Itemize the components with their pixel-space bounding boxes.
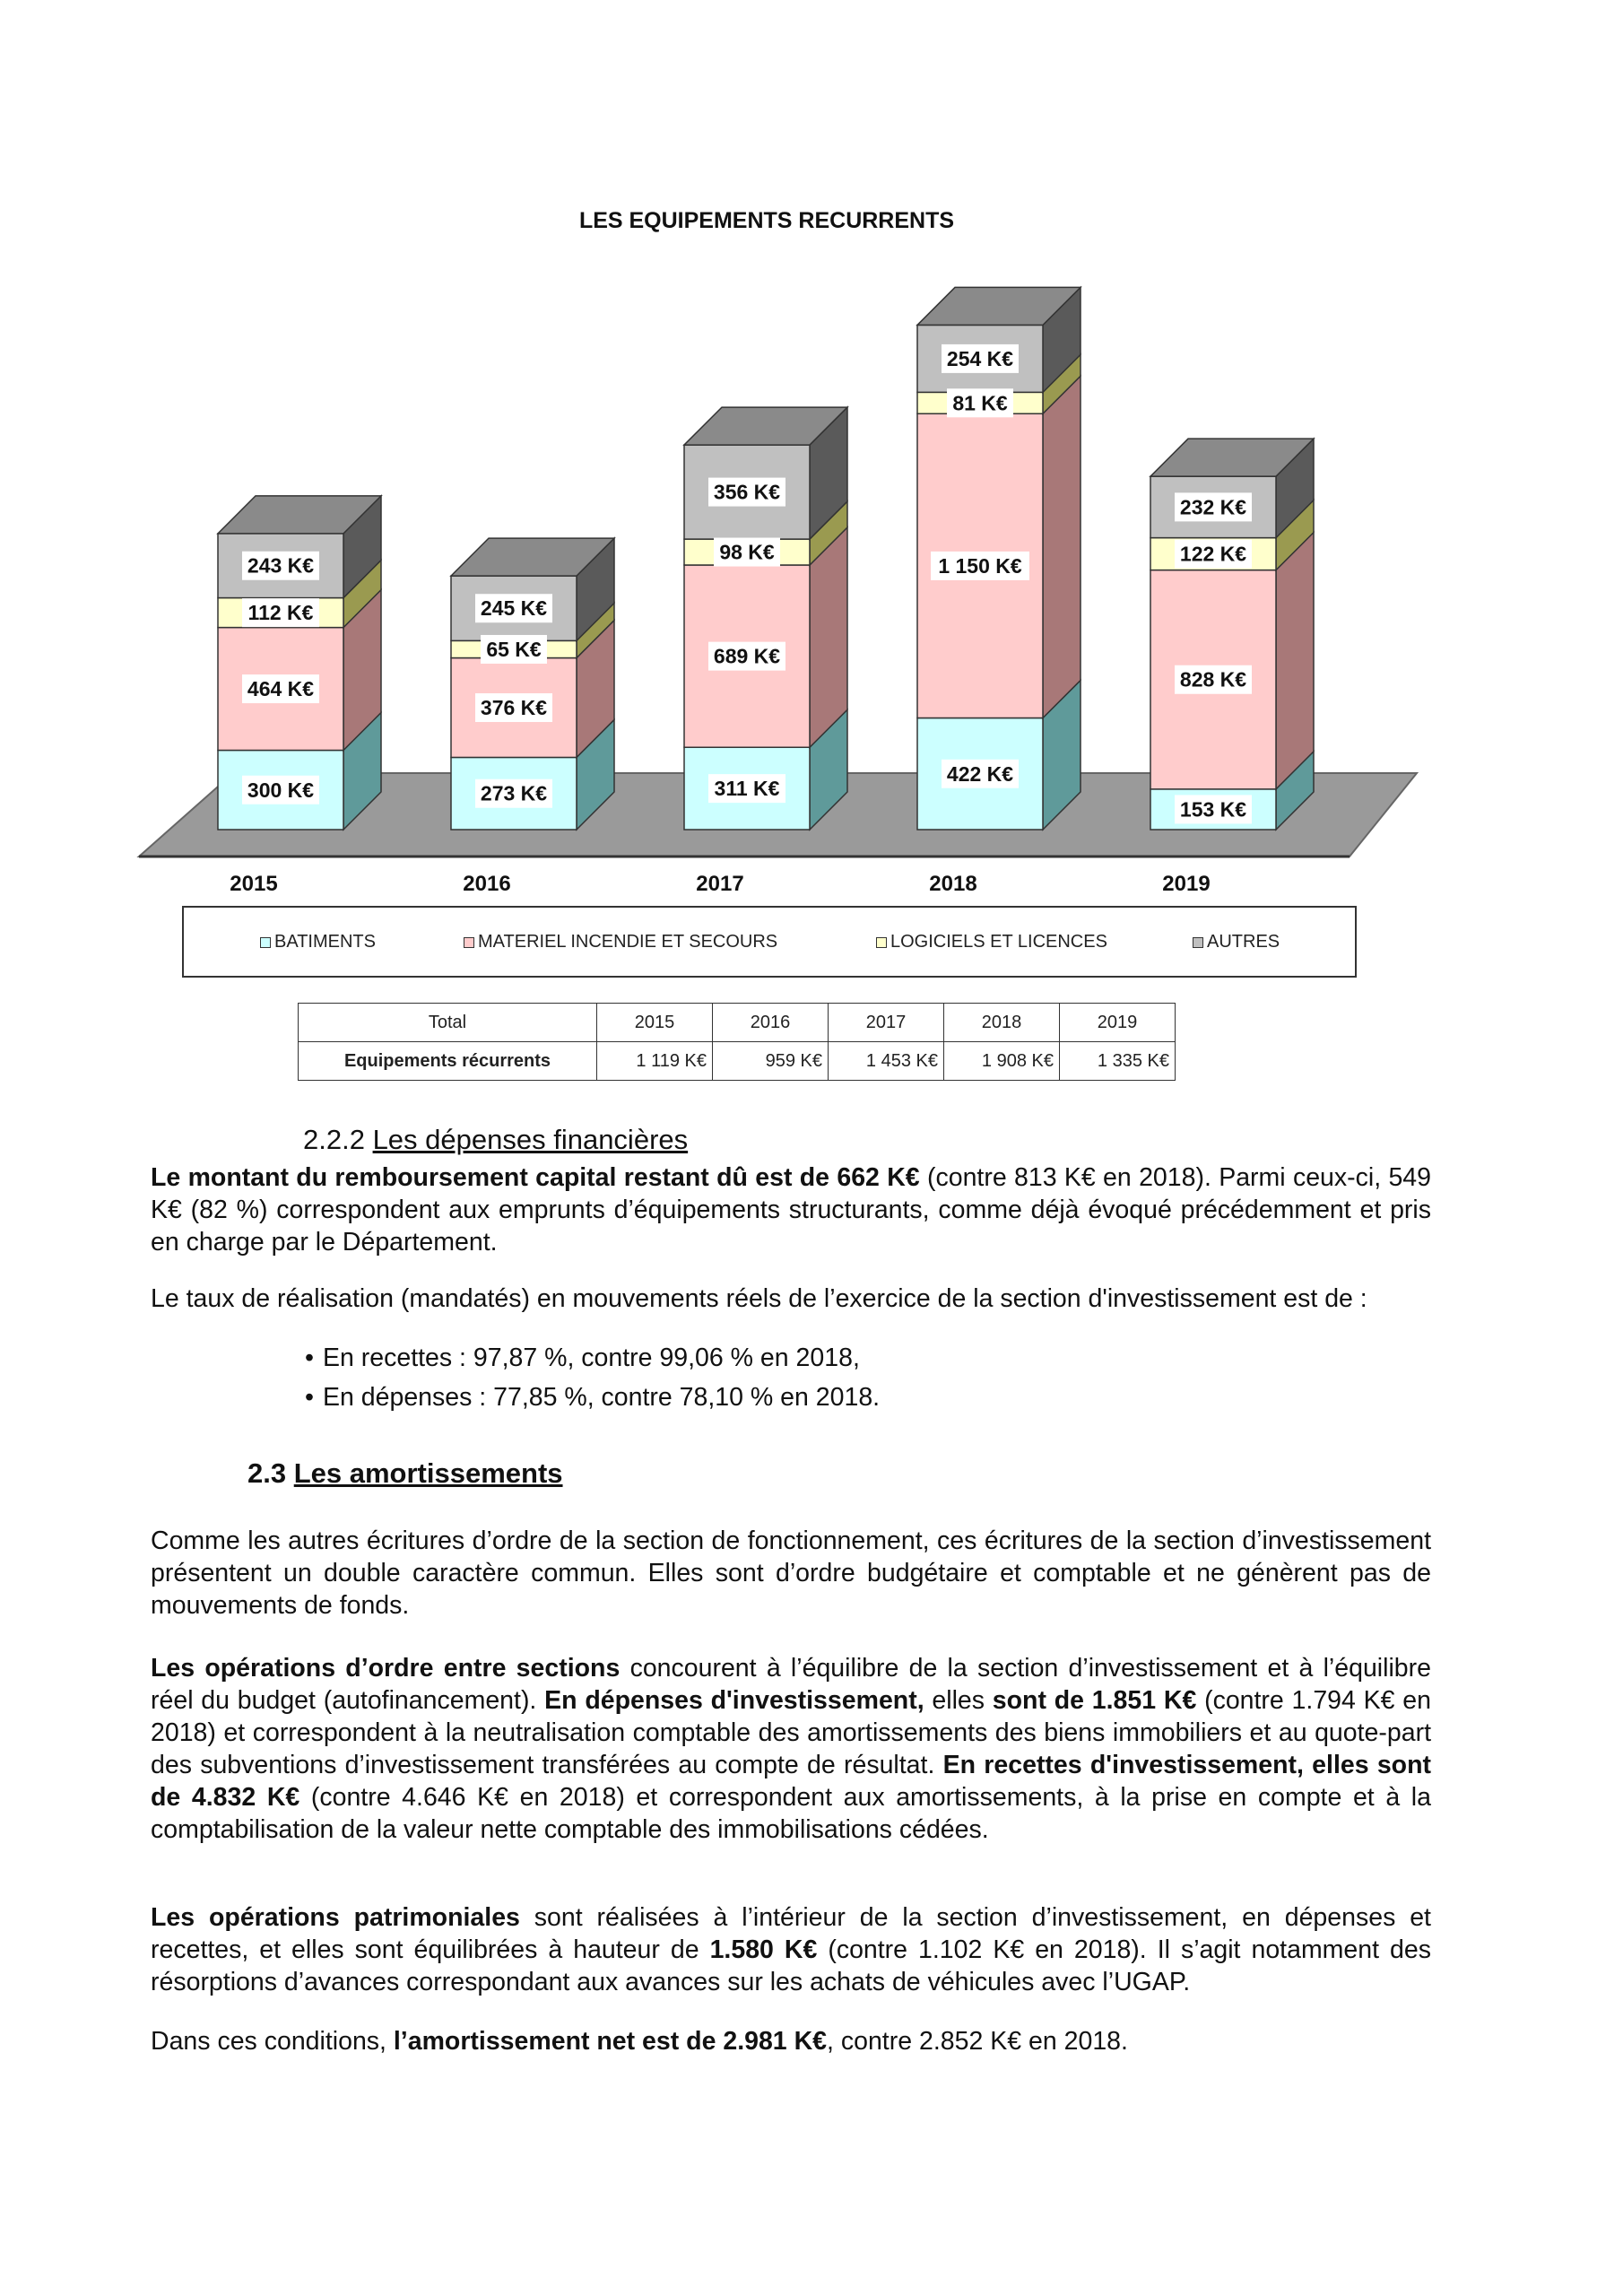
section-title: Les dépenses financières <box>372 1124 689 1155</box>
data-label: 112 K€ <box>247 601 314 625</box>
legend-label: AUTRES <box>1207 932 1280 952</box>
bar-side <box>1043 376 1081 718</box>
table-row-label: Equipements récurrents <box>299 1042 597 1081</box>
list-item: • En recettes : 97,87 %, contre 99,06 % en 2018, <box>305 1344 880 1383</box>
text-span: (contre 813 K€ en 2018). Parmi ceux-ci, 549 K€ (82 %) correspondent aux emprunts d’équipements structurants, comme déjà évoqué précédemment et pris en charge par le Département. <box>151 1163 1432 1257</box>
bars-group <box>218 287 1314 830</box>
text-span: (contre 4.646 K€ en 2018) et correspondent aux amortissements, à la prise en compte et à la comptabilisation de la valeur nette comptable des immobilisations cédées. <box>151 1783 1431 1844</box>
table-year: 2019 <box>1060 1004 1176 1042</box>
data-label: 422 K€ <box>946 761 1014 786</box>
section-222-heading <box>303 1124 688 1156</box>
table-cell: 1 453 K€ <box>829 1042 944 1081</box>
section-number: 2.2.2 <box>303 1124 373 1155</box>
text-span: (contre 1.794 K€ en 2018) et correspondent à la neutralisation comptable des amortissements des biens immobiliers et au quote-part des subventions d’investissement transférées au compte de résultat. <box>151 1686 1431 1779</box>
data-label: 311 K€ <box>714 777 780 801</box>
table-row <box>299 1042 1176 1081</box>
table-header-row <box>299 1004 1176 1042</box>
bar-side <box>1276 533 1314 789</box>
data-label: 81 K€ <box>952 391 1008 415</box>
x-tick-label: 2019 <box>1162 872 1211 896</box>
paragraph <box>151 1161 1431 1258</box>
table-cell: 1 335 K€ <box>1060 1042 1176 1081</box>
legend-swatch <box>876 937 887 948</box>
bold-text: Les opérations d’ordre entre sections <box>151 1654 621 1683</box>
data-label: 828 K€ <box>1179 667 1247 691</box>
data-label: 356 K€ <box>713 480 781 504</box>
chart-title: LES EQUIPEMENTS RECURRENTS <box>578 208 955 233</box>
x-tick-label: 2018 <box>929 872 977 896</box>
data-label: 254 K€ <box>946 346 1014 370</box>
data-label: 245 K€ <box>480 596 548 621</box>
table-cell: 959 K€ <box>713 1042 829 1081</box>
chart-legend <box>182 906 1357 978</box>
x-tick-label: 2017 <box>696 872 744 896</box>
data-label: 376 K€ <box>480 696 548 720</box>
bold-text: l’amortissement net est de 2.981 K€ <box>393 2027 828 2056</box>
legend-item-logiciels <box>876 932 1107 952</box>
paragraph <box>151 1652 1431 1846</box>
text-span: sont réalisées à l’intérieur de la section d’investissement, en dépenses et recettes, et elles sont équilibrées à hauteur de <box>151 1903 1431 1964</box>
section-23-heading <box>247 1457 563 1490</box>
table-year: 2016 <box>713 1004 829 1042</box>
text-span: elles <box>924 1686 993 1715</box>
bold-text: Le montant du remboursement capital restant dû est de 662 K€ <box>151 1163 920 1192</box>
data-label: 464 K€ <box>247 677 315 701</box>
text-span: , contre 2.852 K€ en 2018. <box>827 2027 1128 2056</box>
legend-label: LOGICIELS ET LICENCES <box>890 932 1107 952</box>
table-year: 2018 <box>944 1004 1060 1042</box>
bold-text: En recettes d'investissement, elles sont de 4.832 K€ <box>151 1751 1431 1812</box>
bar-side <box>810 527 847 747</box>
data-label: 122 K€ <box>1179 542 1247 566</box>
paragraph: Comme les autres écritures d’ordre de la section de fonctionnement, ces écritures de la section d’investissement présentent un double caractère commun. Elles sont d’ordre budgétaire et comptable et ne génèrent pas de mouvements de fonds. <box>151 1526 1431 1620</box>
paragraph <box>151 1901 1431 1998</box>
stacked-bar-chart <box>0 0 1623 897</box>
text-span: (contre 1.102 K€ en 2018). Il s’agit notamment des résorptions d’avances correspondant aux avances sur les achats de véhicules avec l’UGAP. <box>151 1935 1431 1996</box>
legend-item-autres <box>1193 932 1280 952</box>
data-label: 153 K€ <box>1179 797 1247 822</box>
bold-text: 1.580 K€ <box>709 1935 818 1964</box>
table-year: 2015 <box>597 1004 713 1042</box>
section-title: Les amortissements <box>293 1457 563 1489</box>
bullet-list <box>305 1344 880 1422</box>
table-header-label: Total <box>299 1004 597 1042</box>
data-label: 98 K€ <box>719 540 775 564</box>
bold-text: Les opérations patrimoniales <box>151 1903 520 1932</box>
section-number: 2.3 <box>247 1457 294 1489</box>
text-span: concourent à l’équilibre de la section d’investissement et à l’équilibre réel du budget (autofinancement). <box>151 1654 1431 1715</box>
data-label: 689 K€ <box>713 644 781 668</box>
data-label: 65 K€ <box>486 637 542 661</box>
data-label: 300 K€ <box>247 778 315 802</box>
paragraph: Le taux de réalisation (mandatés) en mouvements réels de l’exercice de la section d'investissement est de : <box>151 1284 1367 1313</box>
x-tick-label: 2015 <box>230 872 278 896</box>
table-cell: 1 908 K€ <box>944 1042 1060 1081</box>
legend-swatch <box>260 937 271 948</box>
legend-item-batiments <box>260 932 376 952</box>
legend-item-materiel <box>464 932 777 952</box>
table-cell: 1 119 K€ <box>597 1042 713 1081</box>
paragraph <box>151 2025 1431 2057</box>
bold-text: En dépenses d'investissement, <box>544 1686 924 1715</box>
legend-label: MATERIEL INCENDIE ET SECOURS <box>478 932 778 952</box>
legend-label: BATIMENTS <box>274 932 376 952</box>
bold-text: sont de 1.851 K€ <box>992 1686 1197 1715</box>
data-label: 1 150 K€ <box>938 553 1022 578</box>
list-item: • En dépenses : 77,85 %, contre 78,10 % en 2018. <box>305 1383 880 1422</box>
legend-swatch <box>1193 937 1203 948</box>
x-axis-labels <box>230 872 1210 896</box>
data-label: 273 K€ <box>480 781 548 805</box>
x-tick-label: 2016 <box>463 872 511 896</box>
data-label: 243 K€ <box>247 553 315 578</box>
legend-swatch <box>464 937 474 948</box>
table-year: 2017 <box>829 1004 944 1042</box>
totals-table <box>298 1003 1176 1081</box>
data-label: 232 K€ <box>1179 495 1247 519</box>
text-span: Dans ces conditions, <box>151 2027 394 2056</box>
